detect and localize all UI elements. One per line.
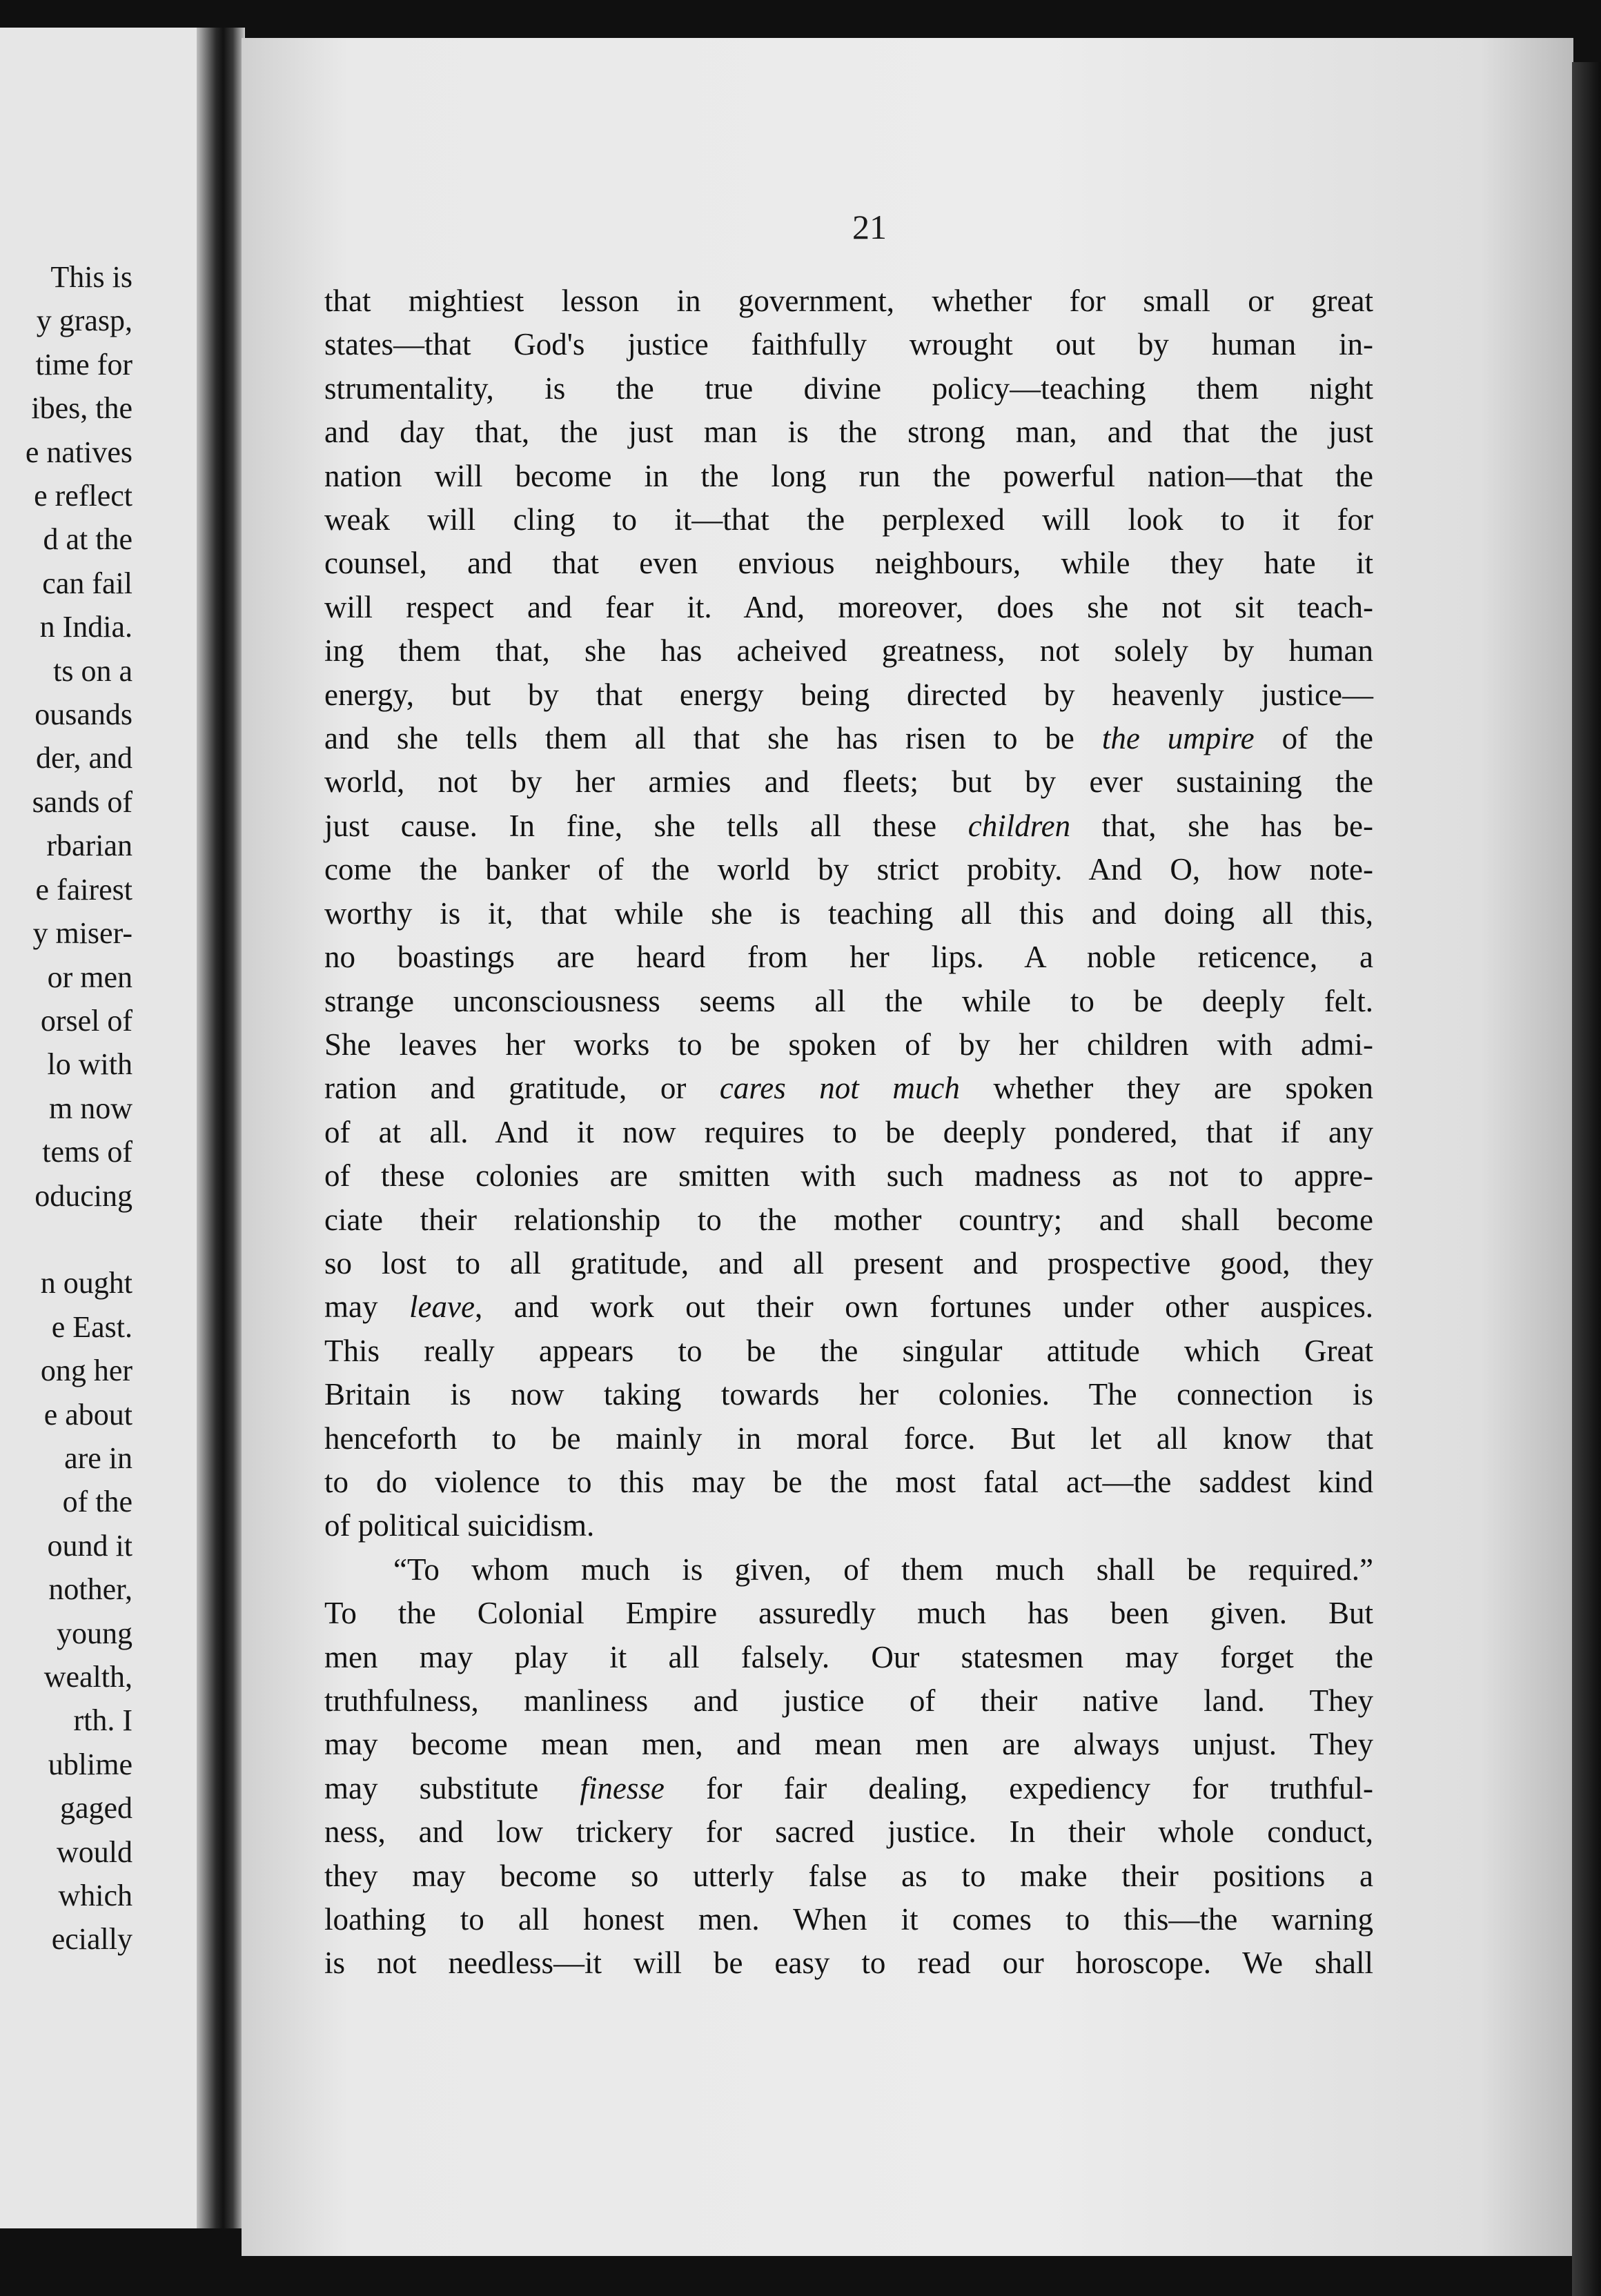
fragment-line: would bbox=[57, 1834, 132, 1869]
fragment-line: oducing bbox=[35, 1178, 132, 1213]
fragment-line: e natives bbox=[25, 435, 132, 469]
text-line: states—that God's justice faithfully wrought out by human in- bbox=[324, 327, 1373, 362]
italic-phrase: finesse bbox=[580, 1770, 665, 1805]
fragment-line: e about bbox=[43, 1397, 132, 1432]
fragment-line: lo with bbox=[47, 1047, 132, 1082]
fragment-line: orsel of bbox=[40, 1003, 132, 1038]
text-run: and she tells them all that she has risen to be bbox=[324, 721, 1102, 756]
text-run: that, she has be- bbox=[1070, 808, 1373, 843]
text-line: nation will become in the long run the powerful nation—that the bbox=[324, 458, 1373, 493]
fragment-line: ong her bbox=[40, 1354, 132, 1388]
text-line bbox=[324, 717, 1373, 760]
fragment-line: tems of bbox=[42, 1135, 132, 1169]
fragment-line: ousands bbox=[35, 697, 132, 732]
fragment-line: young bbox=[57, 1616, 132, 1650]
text-line: truthfulness, manliness and justice of their native land. They bbox=[324, 1683, 1373, 1718]
text-line bbox=[324, 1285, 1373, 1329]
book-gutter bbox=[197, 28, 245, 2228]
text-line: weak will cling to it—that the perplexed will look to it for bbox=[324, 502, 1373, 537]
fragment-line: which bbox=[58, 1879, 132, 1913]
fragment-line: e fairest bbox=[35, 872, 132, 907]
text-line: strange unconsciousness seems all the while to be deeply felt. bbox=[324, 983, 1373, 1018]
text-line: men may play it all falsely. Our statesmen may forget the bbox=[324, 1639, 1373, 1674]
text-line: they may become so utterly false as to make their positions a bbox=[324, 1858, 1373, 1893]
text-line: of at all. And it now requires to be deeply pondered, that if any bbox=[324, 1114, 1373, 1149]
fragment-line: m now bbox=[49, 1091, 132, 1125]
text-line: Britain is now taking towards her colonies. The connection is bbox=[324, 1377, 1373, 1412]
fragment-line: y miser- bbox=[32, 916, 132, 951]
fragment-line: wealth, bbox=[43, 1660, 132, 1694]
text-line: so lost to all gratitude, and all present and prospective good, they bbox=[324, 1245, 1373, 1280]
fragment-line: e reflect bbox=[34, 479, 132, 513]
text-line: that mightiest lesson in government, whether for small or great bbox=[324, 284, 1373, 318]
fragment-line: rth. I bbox=[73, 1703, 132, 1738]
text-run: just cause. In fine, she tells all these bbox=[324, 808, 968, 843]
fragment-line: sands of bbox=[32, 784, 132, 819]
text-line: ing them that, she has acheived greatness, not solely by human bbox=[324, 633, 1373, 669]
text-line: will respect and fear it. And, moreover, does she not sit teach- bbox=[324, 589, 1373, 624]
text-line: is not needless—it will be easy to read our horoscope. We shall bbox=[324, 1946, 1373, 1981]
text-run: for fair dealing, expediency for truthful- bbox=[664, 1770, 1374, 1805]
fragment-line: or men bbox=[47, 960, 132, 994]
text-line: strumentality, is the true divine policy—teaching them night bbox=[324, 370, 1373, 406]
text-line: She leaves her works to be spoken of by her children with admi- bbox=[324, 1027, 1373, 1062]
fragment-line: ound it bbox=[47, 1528, 132, 1563]
fragment-line: of the bbox=[62, 1485, 132, 1519]
text-line: and day that, the just man is the strong man, and that the just bbox=[324, 415, 1373, 450]
text-line: no boastings are heard from her lips. A noble reticence, a bbox=[324, 940, 1373, 975]
text-line: This really appears to be the singular attitude which Great bbox=[324, 1333, 1373, 1368]
text-line: of political suicidism. bbox=[324, 1508, 595, 1543]
fragment-line: y grasp, bbox=[36, 304, 132, 338]
text-line: henceforth to be mainly in moral force. But let all know that bbox=[324, 1421, 1373, 1456]
text-line: come the banker of the world by strict probity. And O, how note- bbox=[324, 852, 1373, 887]
fragment-line: der, and bbox=[36, 741, 132, 775]
text-line bbox=[324, 1767, 1373, 1810]
text-line: ciate their relationship to the mother country; and shall become bbox=[324, 1202, 1373, 1237]
text-line: energy, but by that energy being directed by heavenly justice— bbox=[324, 677, 1373, 712]
text-line: “To whom much is given, of them much shall be required.” bbox=[393, 1552, 1373, 1587]
text-line: may become mean men, and mean men are always unjust. They bbox=[324, 1727, 1373, 1762]
fragment-line: time for bbox=[35, 347, 132, 382]
previous-page-text-fragment bbox=[0, 255, 207, 1961]
fragment-line: ts on a bbox=[53, 653, 132, 688]
fragment-line: n India. bbox=[39, 610, 132, 644]
fragment-line: d at the bbox=[43, 522, 132, 557]
fragment-line: can fail bbox=[42, 566, 132, 600]
text-line bbox=[324, 804, 1373, 848]
text-line: worthy is it, that while she is teaching all this and doing all this, bbox=[324, 895, 1373, 931]
fragment-line: ibes, the bbox=[31, 391, 132, 426]
italic-phrase: leave bbox=[409, 1289, 475, 1325]
italic-phrase: cares not much bbox=[719, 1071, 960, 1106]
italic-phrase: children bbox=[968, 808, 1071, 843]
text-run: , and work out their own fortunes under other auspices. bbox=[474, 1289, 1373, 1325]
fragment-line: ublime bbox=[48, 1747, 132, 1781]
text-run: may substitute bbox=[324, 1770, 580, 1805]
fragment-line bbox=[0, 1218, 207, 1261]
text-run: may bbox=[324, 1289, 410, 1325]
fragment-line: gaged bbox=[59, 1791, 132, 1825]
page-edge-shadow bbox=[1572, 62, 1601, 2296]
text-run: ration and gratitude, or bbox=[324, 1071, 720, 1106]
text-line: To the Colonial Empire assuredly much has been given. But bbox=[324, 1596, 1373, 1631]
fragment-line: n ought bbox=[40, 1266, 132, 1300]
fragment-line: e East. bbox=[51, 1309, 132, 1344]
page-body-text bbox=[324, 279, 1373, 1986]
page-number: 21 bbox=[852, 208, 887, 246]
text-line: counsel, and that even envious neighbours, while they hate it bbox=[324, 546, 1373, 581]
fragment-line: ecially bbox=[51, 1922, 132, 1957]
text-run: whether they are spoken bbox=[959, 1071, 1373, 1106]
fragment-line: nother, bbox=[48, 1572, 132, 1607]
text-line: of these colonies are smitten with such madness as not to appre- bbox=[324, 1158, 1373, 1194]
fragment-line: This is bbox=[50, 260, 132, 294]
text-line: world, not by her armies and fleets; but by ever sustaining the bbox=[324, 764, 1373, 800]
text-line: loathing to all honest men. When it comes to this—the warning bbox=[324, 1902, 1373, 1937]
text-line: to do violence to this may be the most fatal act—the saddest kind bbox=[324, 1464, 1373, 1499]
text-line bbox=[324, 1067, 1373, 1110]
fragment-line: are in bbox=[64, 1441, 132, 1475]
text-run: of the bbox=[1254, 721, 1373, 756]
italic-phrase: the umpire bbox=[1101, 721, 1255, 756]
text-line: ness, and low trickery for sacred justice. In their whole conduct, bbox=[324, 1814, 1373, 1850]
fragment-line: rbarian bbox=[46, 829, 132, 863]
